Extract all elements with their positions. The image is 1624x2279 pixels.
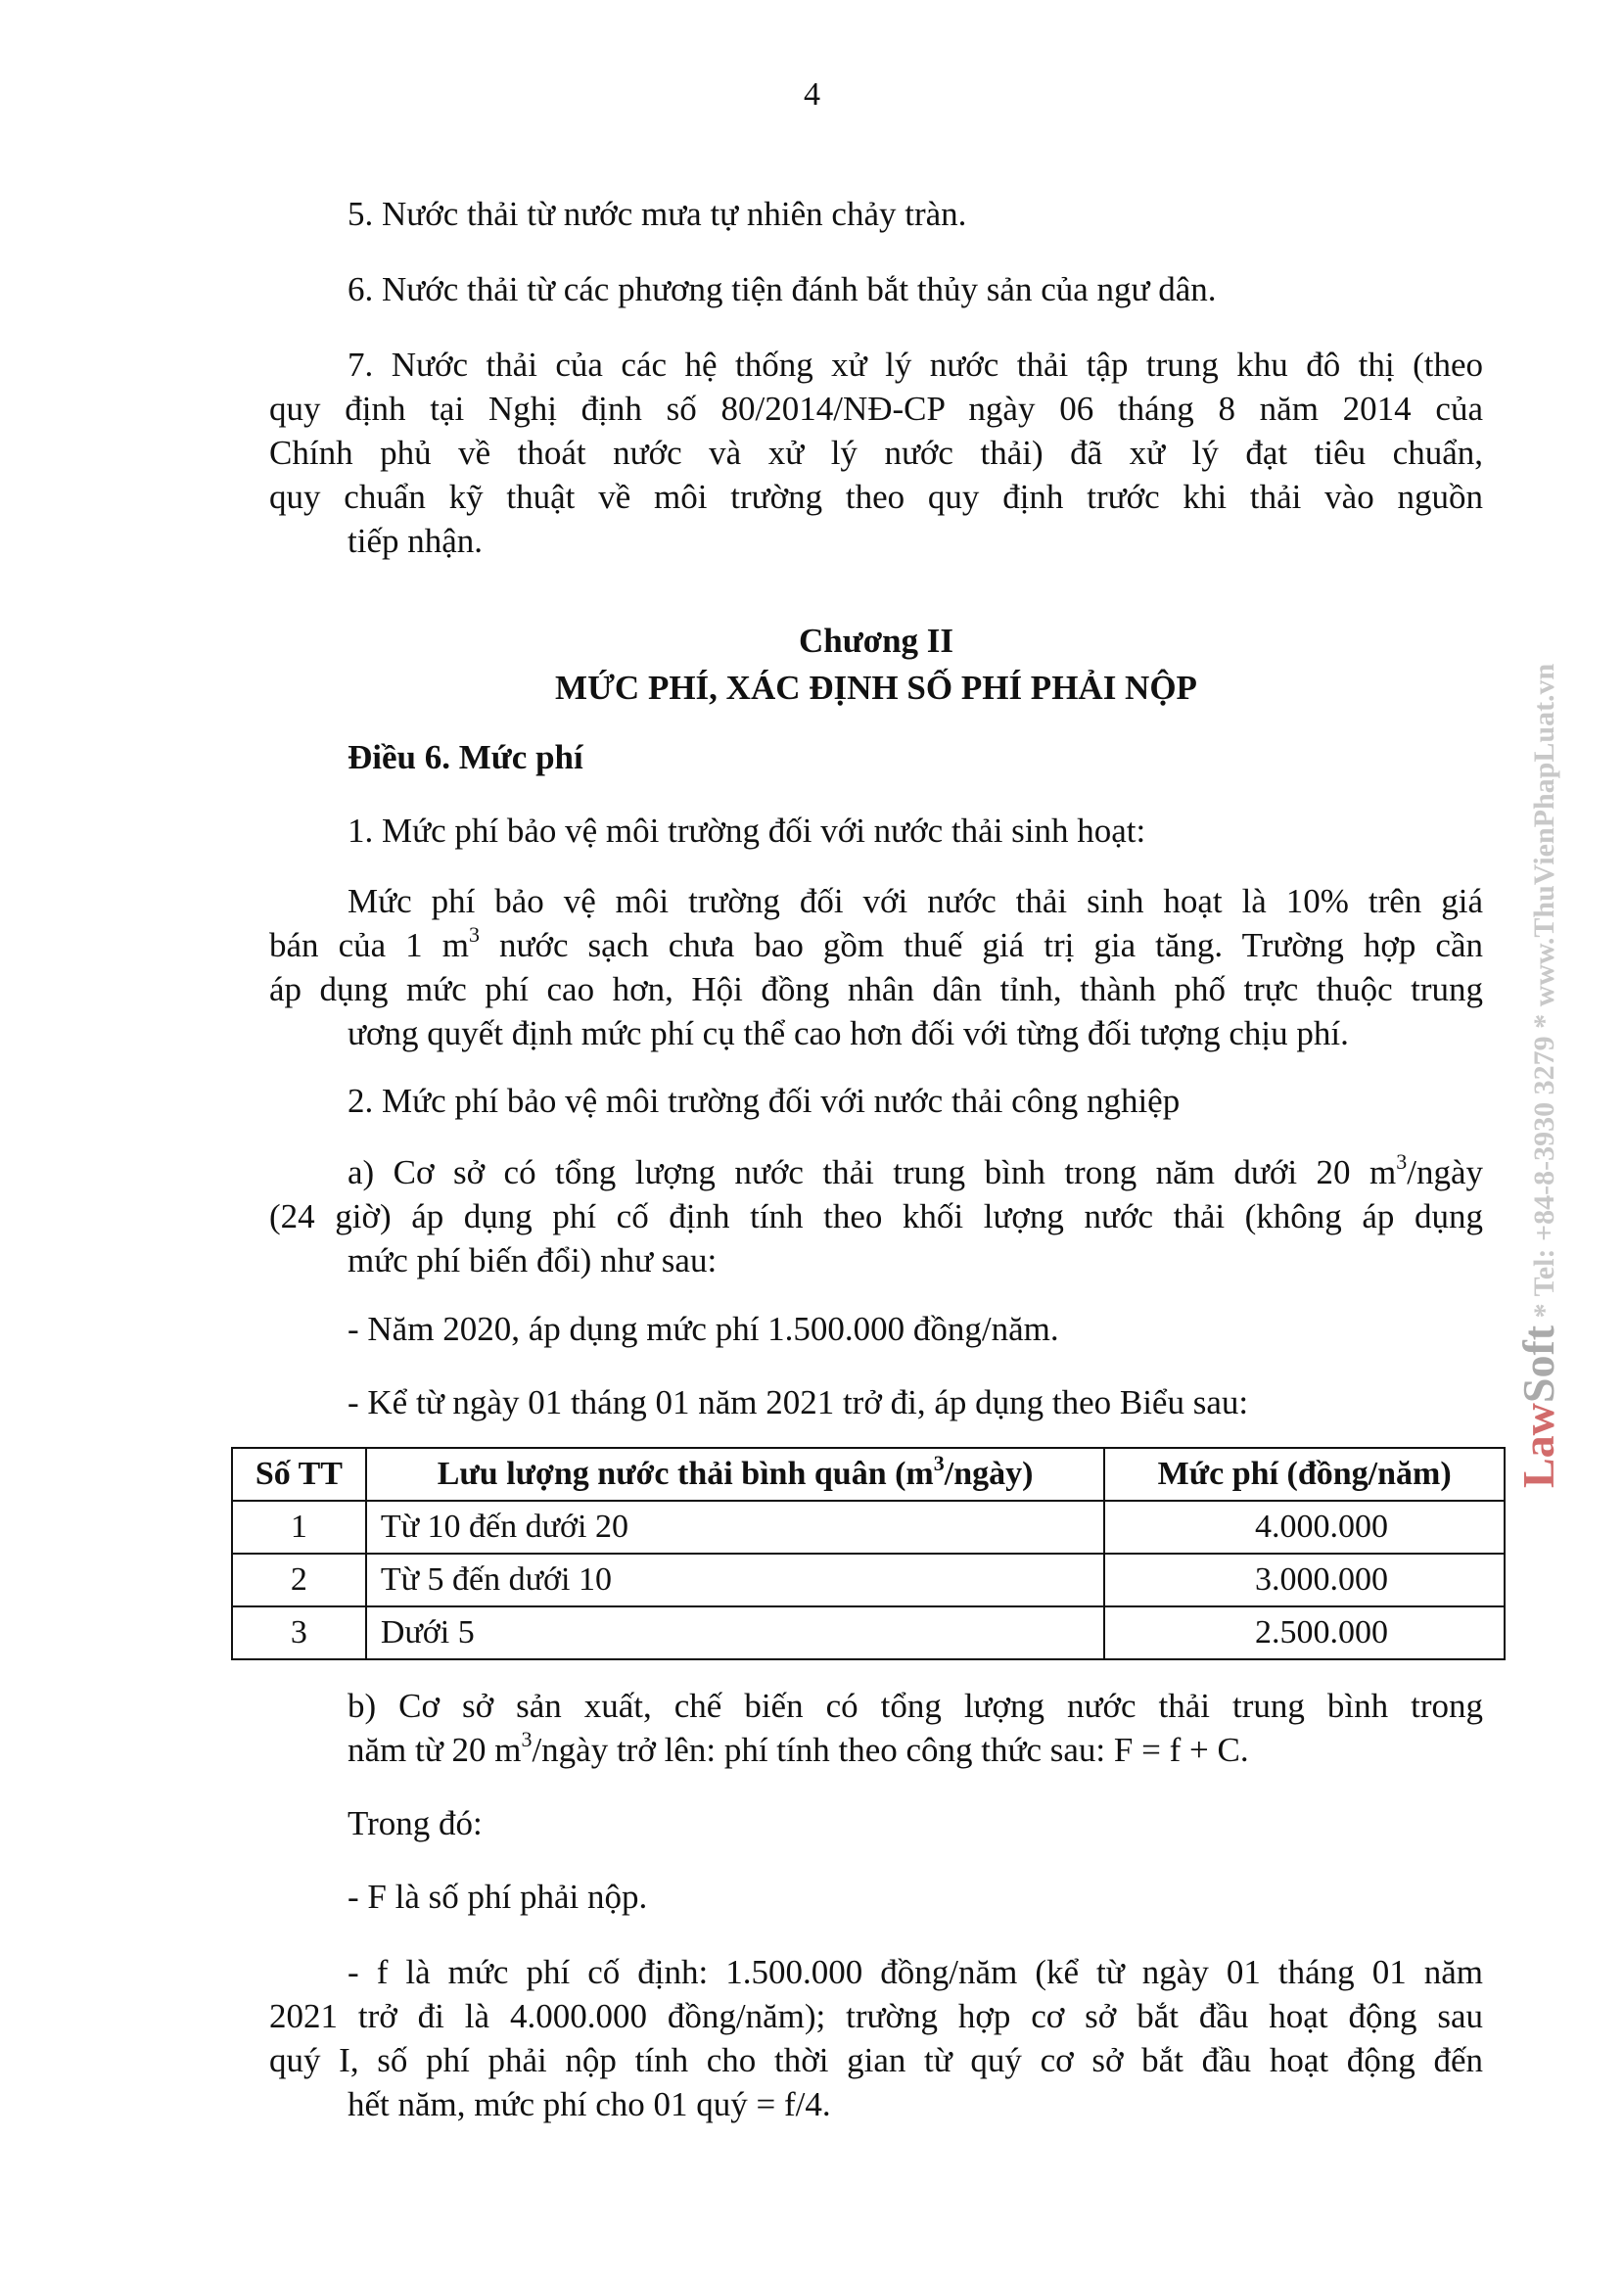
header-fee: Mức phí (đồng/năm) <box>1104 1448 1505 1501</box>
header-flow: Lưu lượng nước thải bình quân $(m^3/ngày)$ <box>366 1448 1105 1501</box>
item-7-line: quy định tại Nghị định số 80/2014/NĐ-CP ngày 06 tháng 8 năm 2014 của <box>269 390 1483 428</box>
clause-2a-line: mức phí biến đổi) như sau: <box>348 1241 718 1279</box>
clause-1-line: áp dụng mức phí cao hơn, Hội đồng nhân dân tỉnh, thành phố trực thuộc trung <box>269 970 1483 1008</box>
item-7-line: 7. Nước thải của các hệ thống xử lý nước thải tập trung khu đô thị (theo <box>348 346 1483 384</box>
item-7-line: Chính phủ về thoát nước và xử lý nước thải) đã xử lý đạt tiêu chuẩn, <box>269 434 1483 472</box>
bullet-2021: - Kể từ ngày 01 tháng 01 năm 2021 trở đi, áp dụng theo Biểu sau: <box>348 1383 1249 1421</box>
cell-no: 1 <box>232 1501 366 1554</box>
clause-2b-line: năm từ 20 $m^3$/ngày trở lên: phí tính theo công thức sau: F = f + C. <box>348 1727 1249 1769</box>
item-7 <box>269 343 1483 563</box>
item-7-line: quy chuẩn kỹ thuật về môi trường theo quy định trước khi thải vào nguồn <box>269 478 1483 516</box>
watermark-brand: Law <box>1513 1403 1563 1488</box>
clause-2b-line: b) Cơ sở sản xuất, chế biến có tổng lượng nước thải trung bình trong <box>348 1687 1483 1725</box>
watermark <box>1512 509 1564 1488</box>
watermark-brand-soft: Soft <box>1513 1325 1563 1404</box>
page-number: 4 <box>804 76 820 113</box>
cell-flow: Từ 5 đến dưới 10 <box>366 1554 1105 1606</box>
cell-fee: 3.000.000 <box>1104 1554 1505 1606</box>
clause-1-line: ương quyết định mức phí cụ thể cao hơn đối với từng đối tượng chịu phí. <box>348 1014 1349 1052</box>
definition-f-line: quý I, số phí phải nộp tính cho thời gian từ quý cơ sở bắt đầu hoạt động đến <box>269 2041 1483 2079</box>
chapter-subtitle: MỨC PHÍ, XÁC ĐỊNH SỐ PHÍ PHẢI NỘP <box>555 669 1197 707</box>
clause-2: 2. Mức phí bảo vệ môi trường đối với nước thải công nghiệp <box>348 1082 1181 1120</box>
definition-f-line: hết năm, mức phí cho 01 quý = f/4. <box>348 2085 831 2123</box>
clause-1: 1. Mức phí bảo vệ môi trường đối với nước thải sinh hoạt: <box>348 812 1146 850</box>
item-7-line: tiếp nhận. <box>348 522 484 560</box>
header-no: Số TT <box>232 1448 366 1501</box>
cell-fee: 2.500.000 <box>1104 1606 1505 1659</box>
bullet-2020: - Năm 2020, áp dụng mức phí 1.500.000 đồng/năm. <box>348 1310 1059 1348</box>
table-row <box>232 1554 1505 1606</box>
clause-1-line: bán của 1 $m^3$ nước sạch chưa bao gồm thuế giá trị gia tăng. Trường hợp cần <box>269 922 1483 964</box>
definition-f <box>269 1950 1483 2126</box>
clause-1-line: Mức phí bảo vệ môi trường đối với nước thải sinh hoạt là 10% trên giá <box>348 882 1483 920</box>
cell-flow: Dưới 5 <box>366 1606 1105 1659</box>
chapter-title: Chương II <box>798 622 954 660</box>
cell-no: 2 <box>232 1554 366 1606</box>
fee-table <box>231 1447 1506 1660</box>
table-row <box>232 1501 1505 1554</box>
table-header-row <box>232 1448 1505 1501</box>
article-heading: Điều 6. Mức phí <box>348 738 583 776</box>
clause-1-body <box>269 879 1483 1055</box>
item-6: 6. Nước thải từ các phương tiện đánh bắt thủy sản của ngư dân. <box>348 270 1217 308</box>
clause-2a-line: (24 giờ) áp dụng phí cố định tính theo khối lượng nước thải (không áp dụng <box>269 1197 1483 1235</box>
clause-2b <box>269 1684 1483 1772</box>
table-row <box>232 1606 1505 1659</box>
definition-f-line: - f là mức phí cố định: 1.500.000 đồng/năm (kể từ ngày 01 tháng 01 năm <box>348 1953 1483 1991</box>
cell-no: 3 <box>232 1606 366 1659</box>
watermark-contact: * Tel: +84-8-3930 3279 * www.ThuVienPhapLuat.vn <box>1528 663 1560 1326</box>
clause-2a <box>269 1150 1483 1282</box>
item-5: 5. Nước thải từ nước mưa tự nhiên chảy tràn. <box>348 195 967 233</box>
where-label: Trong đó: <box>348 1804 483 1842</box>
definition-F: - F là số phí phải nộp. <box>348 1878 648 1916</box>
cell-fee: 4.000.000 <box>1104 1501 1505 1554</box>
clause-2a-line: a) Cơ sở có tổng lượng nước thải trung bình trong năm dưới 20 $m^3$/ngày <box>348 1149 1483 1191</box>
cell-flow: Từ 10 đến dưới 20 <box>366 1501 1105 1554</box>
definition-f-line: 2021 trở đi là 4.000.000 đồng/năm); trường hợp cơ sở bắt đầu hoạt động sau <box>269 1997 1483 2035</box>
